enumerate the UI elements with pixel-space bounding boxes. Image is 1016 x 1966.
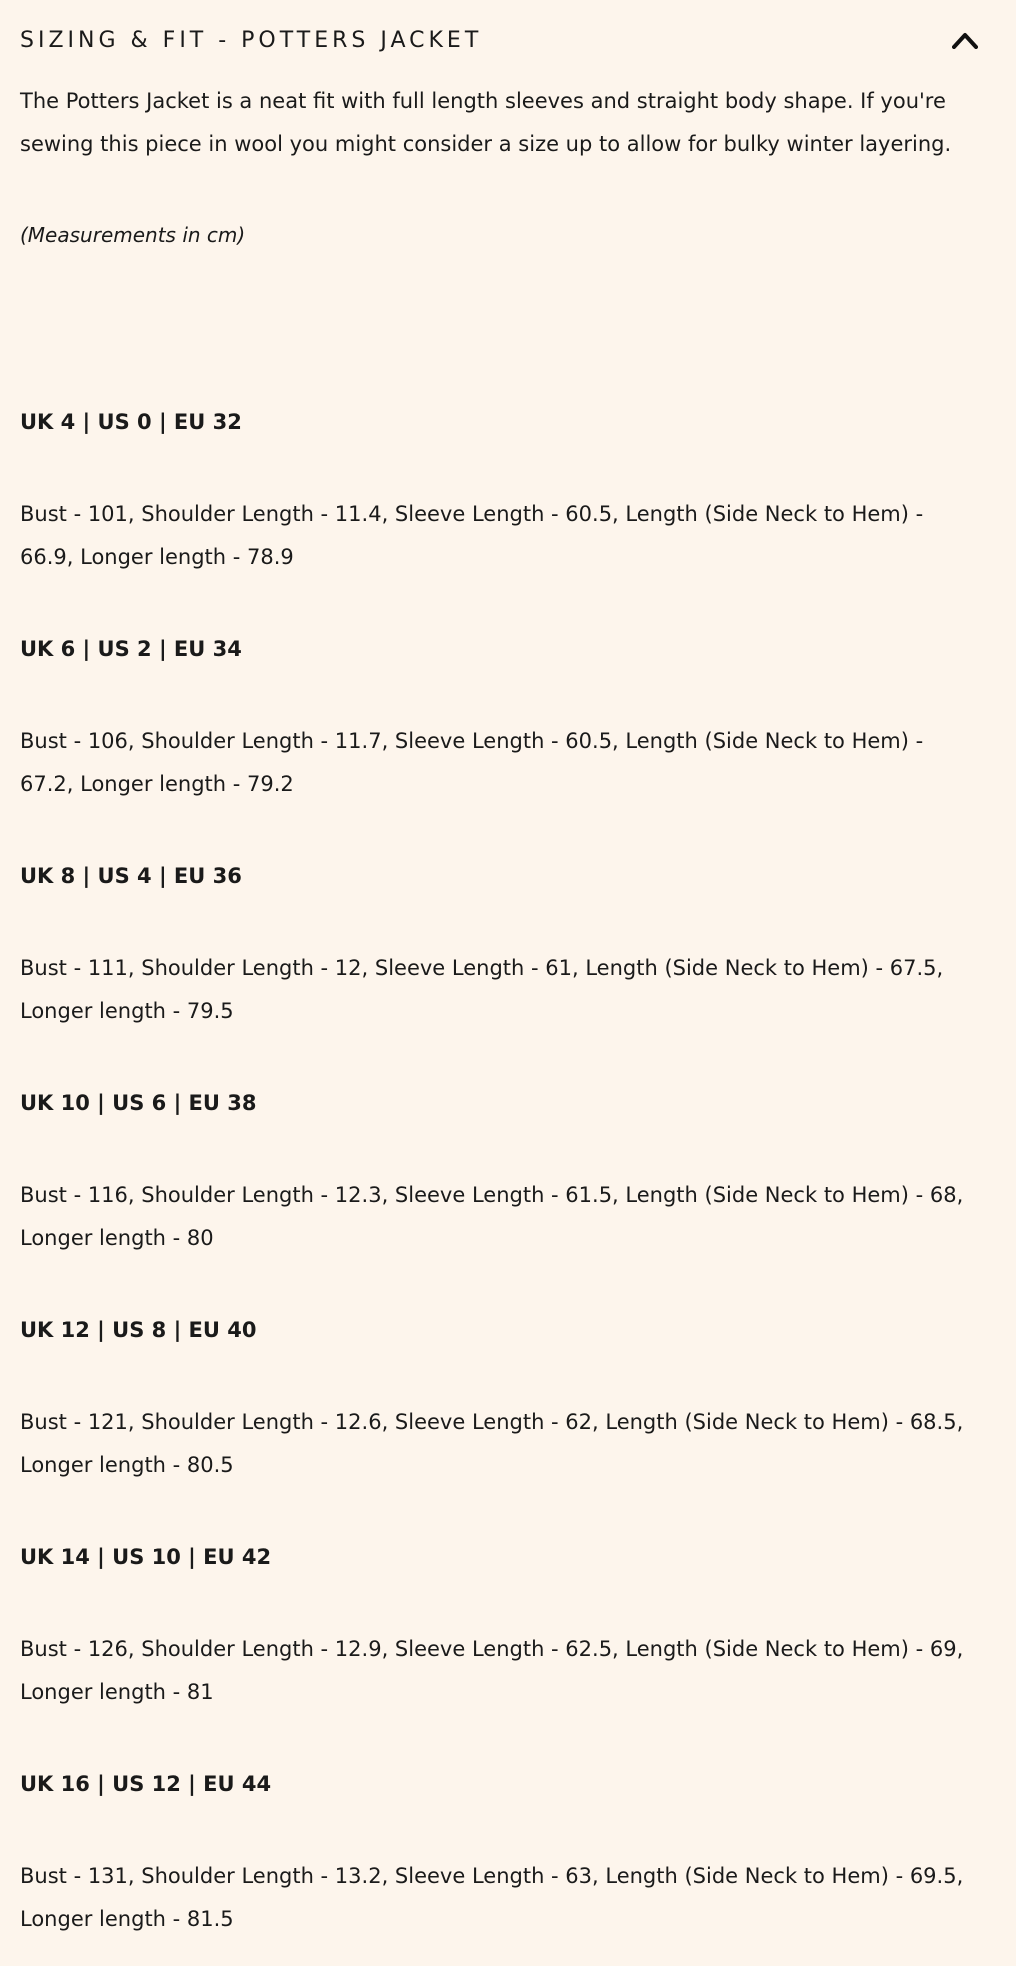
size-heading: UK 6 | US 2 | EU 34	[20, 637, 242, 661]
size-measurements: Bust - 121, Shoulder Length - 12.6, Sleeve Length - 62, Length (Side Neck to Hem) - 68.5, Longer length - 80.5	[20, 1410, 964, 1477]
size-measurements: Bust - 111, Shoulder Length - 12, Sleeve Length - 61, Length (Side Neck to Hem) - 67.5, Longer length - 79.5	[20, 956, 944, 1023]
measurement-note: (Measurements in cm)	[20, 223, 246, 247]
chevron-up-icon[interactable]	[952, 31, 978, 49]
size-measurements: Bust - 106, Shoulder Length - 11.7, Sleeve Length - 60.5, Length (Side Neck to Hem) - 67.2, Longer length - 79.2	[20, 729, 924, 796]
size-measurements: Bust - 101, Shoulder Length - 11.4, Sleeve Length - 60.5, Length (Side Neck to Hem) - 66.9, Longer length - 78.9	[20, 502, 924, 569]
size-list	[20, 401, 978, 1941]
size-heading: UK 12 | US 8 | EU 40	[20, 1318, 257, 1342]
size-entry	[20, 628, 978, 806]
size-entry	[20, 1763, 978, 1941]
accordion-header[interactable]	[20, 0, 978, 80]
size-heading: UK 10 | US 6 | EU 38	[20, 1091, 257, 1115]
size-measurements: Bust - 116, Shoulder Length - 12.3, Sleeve Length - 61.5, Length (Side Neck to Hem) - 68, Longer length - 80	[20, 1183, 964, 1250]
size-heading: UK 14 | US 10 | EU 42	[20, 1545, 272, 1569]
size-heading: UK 4 | US 0 | EU 32	[20, 410, 242, 434]
size-entry	[20, 401, 978, 579]
size-entry	[20, 1536, 978, 1714]
size-heading: UK 16 | US 12 | EU 44	[20, 1772, 272, 1796]
size-measurements: Bust - 131, Shoulder Length - 13.2, Sleeve Length - 63, Length (Side Neck to Hem) - 69.5, Longer length - 81.5	[20, 1864, 964, 1931]
intro-text: The Potters Jacket is a neat fit with full length sleeves and straight body shape. If you're sewing this piece in wool you might consider a size up to allow for bulky winter layering.	[20, 89, 952, 156]
size-entry	[20, 855, 978, 1033]
size-measurements: Bust - 126, Shoulder Length - 12.9, Sleeve Length - 62.5, Length (Side Neck to Hem) - 69, Longer length - 81	[20, 1637, 964, 1704]
size-heading: UK 8 | US 4 | EU 36	[20, 864, 242, 888]
size-entry	[20, 1082, 978, 1260]
accordion-title: SIZING & FIT - POTTERS JACKET	[20, 27, 483, 53]
size-entry	[20, 1309, 978, 1487]
